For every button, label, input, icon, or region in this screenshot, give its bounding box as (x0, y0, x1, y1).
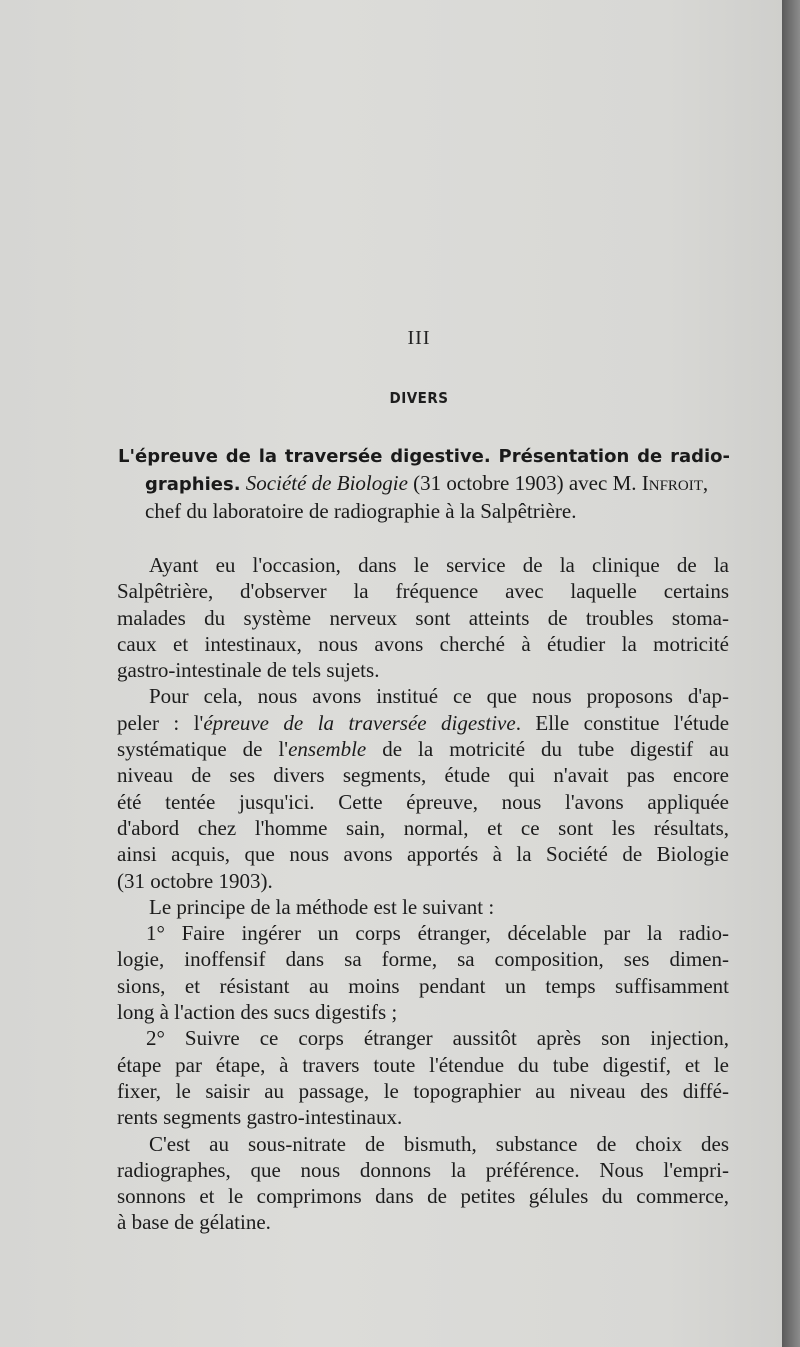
text-run: de la motricité du tube digestif au (366, 737, 729, 762)
text-line: été tentée jusqu'ici. Cette épreuve, nous l'avons appliquée (117, 789, 729, 814)
text-line (117, 710, 729, 736)
text-line: à base de gélatine. (117, 1210, 271, 1235)
text-line: radiographes, que nous donnons la préférence. Nous l'empri- (117, 1157, 729, 1182)
text-line: 2° Suivre ce corps étranger aussitôt après son injection, (146, 1026, 729, 1051)
text-line: malades du système nerveux sont atteints de troubles stoma- (117, 605, 729, 630)
text-line: sions, et résistant au moins pendant un temps suffisamment (117, 973, 729, 998)
text-line: sonnons et le comprimons dans de petites gélules du commerce, (117, 1184, 729, 1209)
text-run: systématique de l' (117, 737, 289, 762)
text-line: ainsi acquis, que nous avons apportés à la Société de Biologie (117, 842, 729, 867)
body-text (117, 552, 729, 1236)
text-line: rents segments gastro-intestinaux. (117, 1105, 403, 1130)
journal-name: Société de Biologie (245, 471, 408, 495)
text-line: fixer, le saisir au passage, le topographier au niveau des diffé- (117, 1078, 729, 1103)
text-line: d'abord chez l'homme sain, normal, et ce sont les résultats, (117, 815, 729, 840)
text-line: étape par étape, à travers toute l'étendue du tube digestif, et le (117, 1052, 729, 1077)
text-run: peler : l' (117, 710, 204, 735)
text-line: Ayant eu l'occasion, dans le service de la clinique de la (149, 553, 729, 577)
section-title: DIVERS (389, 389, 449, 407)
text-line: caux et intestinaux, nous avons cherché à étudier la motricité (117, 631, 729, 656)
text-run: . Elle constitue l'étude (515, 710, 730, 735)
article-heading (118, 444, 730, 524)
heading-affiliation: chef du laboratoire de radiographie à la Salpêtrière. (145, 499, 577, 523)
text-line: (31 octobre 1903). (117, 868, 273, 893)
text-line: logie, inoffensif dans sa forme, sa composition, ses dimen- (117, 947, 729, 972)
chapter-number: III (407, 327, 431, 349)
text-line: Salpêtrière, d'observer la fréquence avec laquelle certains (117, 579, 729, 604)
book-spine-shadow (782, 0, 800, 1347)
heading-title-end: graphies. (145, 474, 241, 495)
italic-term: ensemble (288, 737, 367, 762)
text-line: 1° Faire ingérer un corps étranger, décelable par la radio- (146, 921, 729, 946)
citation-date: (31 octobre 1903) avec M. (413, 471, 637, 495)
text-line (117, 736, 729, 762)
coauthor-name: Infroit, (641, 471, 709, 495)
text-line: C'est au sous-nitrate de bismuth, substance de choix des (149, 1131, 729, 1156)
heading-title-line: L'épreuve de la traversée digestive. Présentation de radio- (118, 446, 730, 467)
text-line: long à l'action des sucs digestifs ; (117, 1000, 398, 1025)
italic-term: épreuve de la traversée digestive (203, 710, 516, 735)
text-line: Pour cela, nous avons institué ce que nous proposons d'ap- (149, 684, 729, 709)
text-line: niveau de ses divers segments, étude qui n'avait pas encore (117, 763, 729, 788)
heading-citation-line (118, 470, 730, 498)
text-line: Le principe de la méthode est le suivant : (149, 894, 495, 919)
text-line: gastro-intestinale de tels sujets. (117, 658, 380, 683)
